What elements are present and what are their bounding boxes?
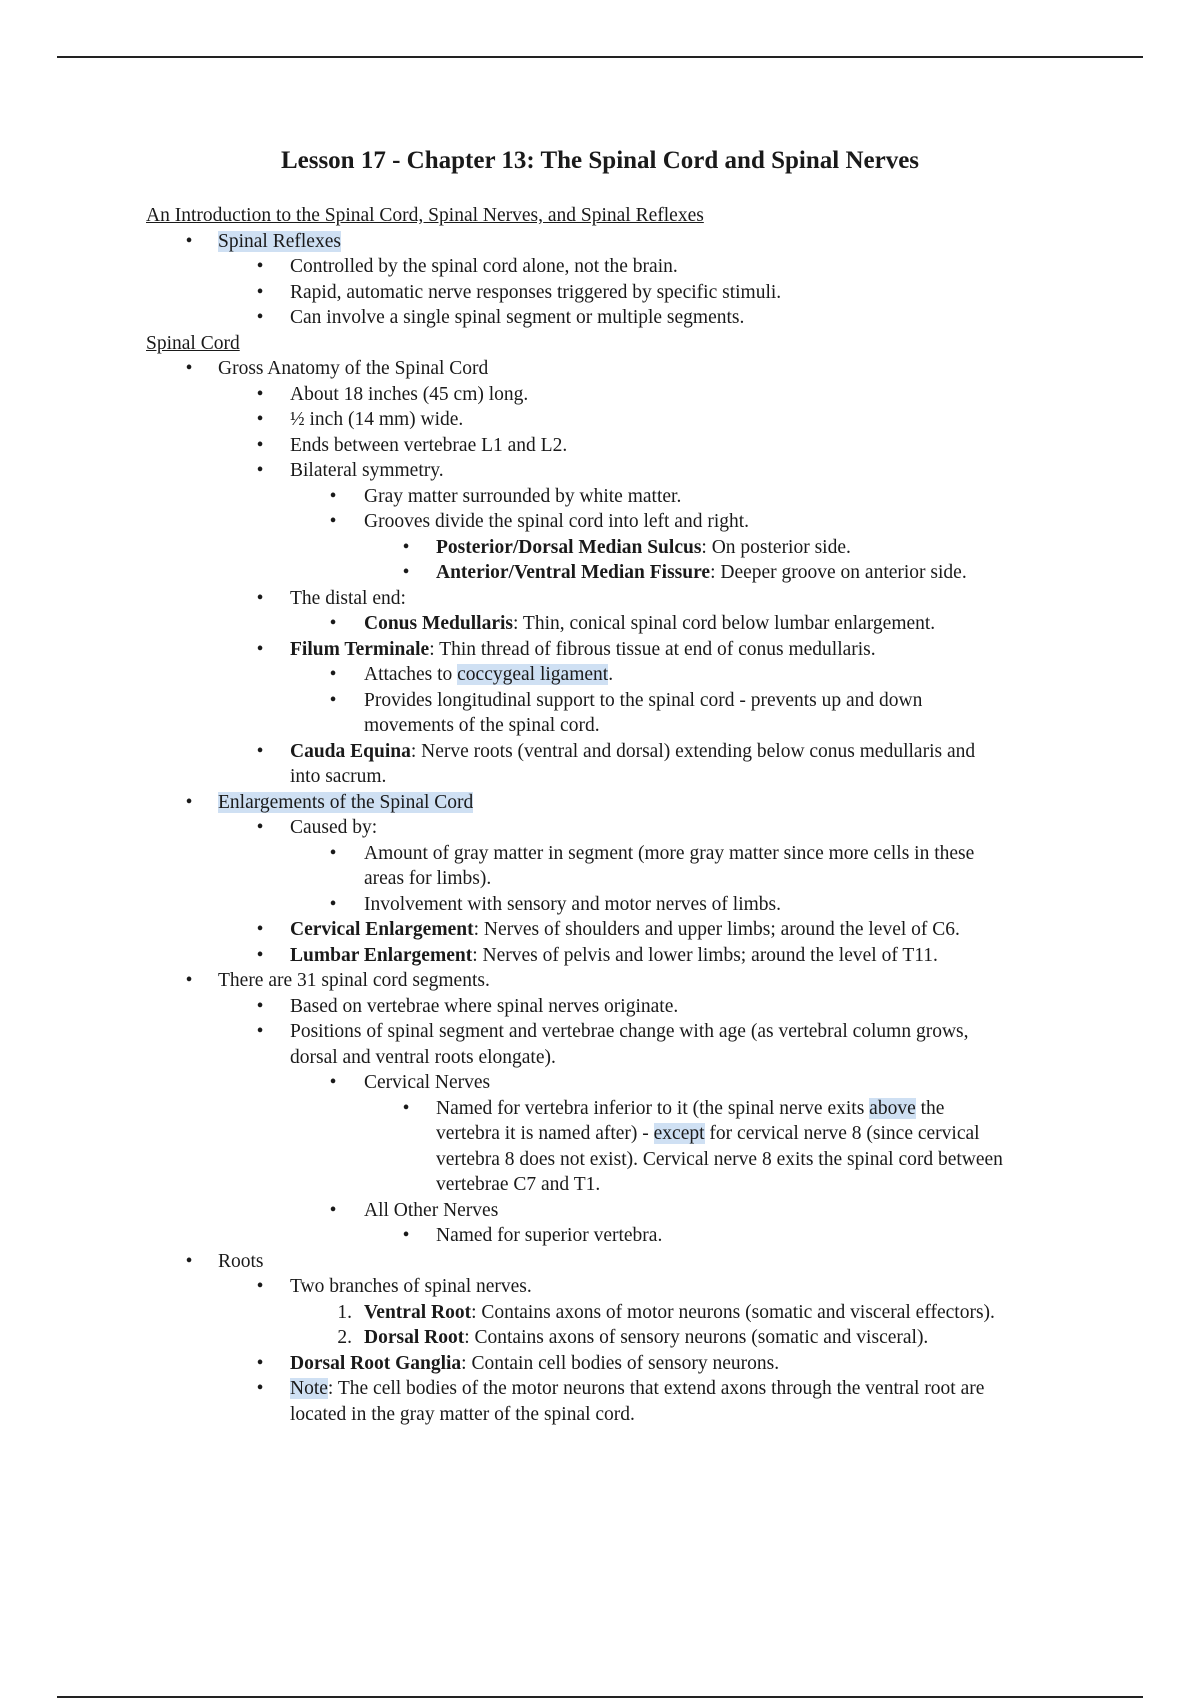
term-anterior-median-fissure: Anterior/Ventral Median Fissure: [436, 562, 711, 583]
list-item-continuation: movements of the spinal cord.: [364, 715, 600, 736]
bullet-icon: •: [256, 281, 264, 303]
list-item: • Conus Medullaris: Thin, conical spinal cord below lumbar enlargement.: [146, 611, 1096, 637]
highlighted-text: except: [653, 1123, 705, 1144]
bullet-icon: •: [329, 842, 337, 864]
list-item: • Note: The cell bodies of the motor neurons that extend axons through the ventral root are: [146, 1376, 1096, 1402]
list-item: • Rapid, automatic nerve responses triggered by specific stimuli.: [146, 280, 1096, 306]
list-item-continuation: located in the gray matter of the spinal cord.: [290, 1403, 635, 1425]
list-item: • Filum Terminale: Thin thread of fibrous tissue at end of conus medullaris.: [146, 637, 1096, 663]
list-number: 1.: [337, 1301, 352, 1323]
list-item: • Can involve a single spinal segment or multiple segments.: [146, 305, 1096, 331]
list-item: • Amount of gray matter in segment (more gray matter since more cells in these: [146, 841, 1096, 867]
bullet-icon: •: [256, 1378, 264, 1399]
list-item: • Anterior/Ventral Median Fissure: Deeper groove on anterior side.: [146, 560, 1096, 586]
list-item: • Attaches to coccygeal ligament.: [146, 662, 1096, 688]
list-item: • Positions of spinal segment and vertebrae change with age (as vertebral column grows,: [146, 1019, 1096, 1045]
bullet-icon: •: [256, 307, 264, 328]
highlighted-text: Enlargements of the Spinal Cord: [218, 791, 474, 813]
term-dorsal-root: Dorsal Root: [364, 1327, 465, 1348]
bullet-icon: •: [402, 562, 410, 583]
list-item: • All Other Nerves: [146, 1198, 1096, 1224]
list-item: • ½ inch (14 mm) wide.: [146, 407, 1096, 433]
bullet-icon: •: [256, 409, 264, 430]
bullet-icon: •: [329, 1199, 337, 1221]
list-item-continuation: areas for limbs).: [364, 868, 492, 889]
bullet-icon: •: [329, 511, 337, 532]
bullet-icon: •: [185, 970, 193, 991]
section-heading-spinal-cord: Spinal Cord: [146, 332, 240, 354]
bullet-icon: •: [256, 944, 264, 966]
list-item: • Involvement with sensory and motor nerves of limbs.: [146, 892, 1096, 918]
term-dorsal-root-ganglia: Dorsal Root Ganglia: [290, 1352, 462, 1374]
bullet-icon: •: [256, 1352, 264, 1374]
bullet-icon: •: [185, 358, 193, 379]
list-item-continuation: vertebra 8 does not exist). Cervical nerve 8 exits the spinal cord between: [436, 1148, 1003, 1170]
bullet-icon: •: [329, 893, 337, 915]
highlighted-text: coccygeal ligament: [457, 664, 609, 685]
list-item-continuation: dorsal and ventral roots elongate).: [290, 1046, 556, 1068]
bullet-icon: •: [329, 689, 337, 711]
term-conus-medullaris: Conus Medullaris: [364, 613, 513, 634]
list-item: • Grooves divide the spinal cord into left and right.: [146, 509, 1096, 535]
list-item-continuation: into sacrum.: [290, 766, 387, 787]
list-item: • There are 31 spinal cord segments.: [146, 968, 1096, 994]
term-lumbar-enlargement: Lumbar Enlargement: [290, 944, 473, 966]
bullet-icon: •: [256, 1276, 264, 1297]
term-cervical-enlargement: Cervical Enlargement: [290, 919, 474, 940]
list-item: • About 18 inches (45 cm) long.: [146, 382, 1096, 408]
bottom-rule: [57, 1696, 1143, 1698]
numbered-item: 1. Ventral Root: Contains axons of motor neurons (somatic and visceral effectors).: [146, 1300, 1096, 1326]
term-cauda-equina: Cauda Equina: [290, 740, 411, 762]
list-item: • Named for vertebra inferior to it (the spinal nerve exits above the: [146, 1096, 1096, 1122]
bullet-icon: •: [256, 995, 264, 1017]
bullet-icon: •: [185, 230, 193, 252]
list-item: [146, 229, 1096, 255]
term-ventral-root: Ventral Root: [364, 1301, 472, 1323]
bullet-icon: •: [329, 664, 337, 685]
bullet-icon: •: [329, 613, 337, 634]
bullet-icon: •: [256, 817, 264, 838]
list-item: • Lumbar Enlargement: Nerves of pelvis and lower limbs; around the level of T11.: [146, 943, 1096, 969]
notes-body: [146, 203, 1096, 1427]
list-item: • Posterior/Dorsal Median Sulcus: On posterior side.: [146, 535, 1096, 561]
bullet-icon: •: [256, 383, 264, 405]
list-item-continuation: vertebra it is named after) - except for cervical nerve 8 (since cervical: [436, 1123, 980, 1144]
list-item: [146, 790, 1096, 816]
list-item: • Bilateral symmetry.: [146, 458, 1096, 484]
list-item: • The distal end:: [146, 586, 1096, 612]
bullet-icon: •: [256, 919, 264, 940]
list-item: • Named for superior vertebra.: [146, 1223, 1096, 1249]
highlighted-text: above: [869, 1097, 916, 1119]
bullet-icon: •: [185, 1250, 193, 1272]
bullet-icon: •: [185, 791, 193, 813]
bullet-icon: •: [256, 256, 264, 277]
term-filum-terminale: Filum Terminale: [290, 638, 430, 660]
list-item: • Gross Anatomy of the Spinal Cord: [146, 356, 1096, 382]
list-item: • Cauda Equina: Nerve roots (ventral and dorsal) extending below conus medullaris and: [146, 739, 1096, 765]
page-title: Lesson 17 - Chapter 13: The Spinal Cord and Spinal Nerves: [280, 147, 920, 174]
list-number: 2.: [337, 1327, 352, 1348]
bullet-icon: •: [402, 1225, 410, 1246]
top-rule: [57, 56, 1143, 58]
list-item: • Roots: [146, 1249, 1096, 1275]
section-heading-introduction: An Introduction to the Spinal Cord, Spinal Nerves, and Spinal Reflexes: [146, 205, 704, 226]
bullet-icon: •: [256, 434, 264, 456]
bullet-icon: •: [256, 587, 264, 609]
list-item: • Cervical Nerves: [146, 1070, 1096, 1096]
bullet-icon: •: [329, 485, 337, 507]
bullet-icon: •: [256, 460, 264, 481]
bullet-icon: •: [256, 740, 264, 762]
list-item: • Controlled by the spinal cord alone, not the brain.: [146, 254, 1096, 280]
bullet-icon: •: [256, 638, 264, 660]
bullet-icon: •: [402, 1097, 410, 1119]
list-item: • Dorsal Root Ganglia: Contain cell bodies of sensory neurons.: [146, 1351, 1096, 1377]
list-item: • Based on vertebrae where spinal nerves originate.: [146, 994, 1096, 1020]
highlighted-text: Note: [290, 1378, 328, 1399]
bullet-icon: •: [402, 536, 410, 558]
bullet-icon: •: [329, 1072, 337, 1093]
list-item: • Ends between vertebrae L1 and L2.: [146, 433, 1096, 459]
bullet-icon: •: [256, 1021, 264, 1042]
list-item: • Caused by:: [146, 815, 1096, 841]
list-item-continuation: vertebrae C7 and T1.: [436, 1174, 601, 1195]
list-item: • Cervical Enlargement: Nerves of shoulders and upper limbs; around the level of C6.: [146, 917, 1096, 943]
list-item: • Gray matter surrounded by white matter.: [146, 484, 1096, 510]
term-posterior-median-sulcus: Posterior/Dorsal Median Sulcus: [436, 536, 702, 558]
numbered-item: 2. Dorsal Root: Contains axons of sensory neurons (somatic and visceral).: [146, 1325, 1096, 1351]
list-item: • Two branches of spinal nerves.: [146, 1274, 1096, 1300]
highlighted-text: Spinal Reflexes: [218, 230, 341, 252]
list-item: • Provides longitudinal support to the spinal cord - prevents up and down: [146, 688, 1096, 714]
